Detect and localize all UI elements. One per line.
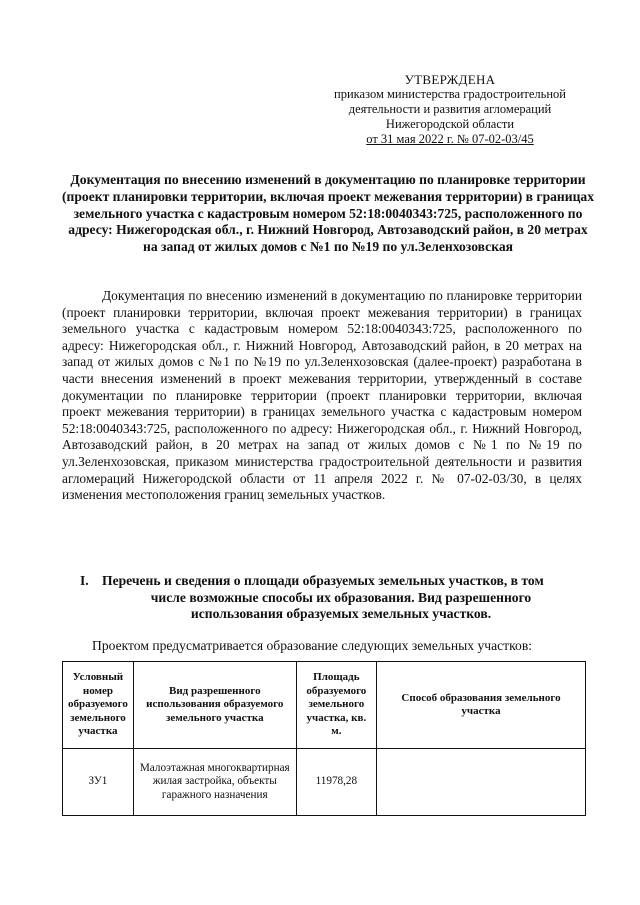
approval-date: от 31 мая 2022 г. № 07-02-03/45 [366,132,534,146]
body-paragraph: Документация по внесению изменений в документацию по планировке территории (проект планировки территории, включая проект межевания территории) в границах земельного участка с кадастровым номером 52:18:0040343:725, расположенного по адресу: Нижегородская обл., г. Нижний Новгород, Автозаводский район, в 20 метрах на запад от жилых домов с №1 по №19 по ул.Зеленхозовская (далее-проект) разработана в части внесения изменений в проект межевания территории, утвержденный в составе документации по планировке территории (проект планировки территории, включая проект межевания территории) в границах земельного участка с кадастровым номером 52:18:0040343:725, расположенного по адресу: Нижегородская обл., г. Нижний Новгород, Автозаводский район, в 20 метрах на запад от жилых домов с №1 по №19 по ул.Зеленхозовская, приказом министерства градостроительной деятельности и развития агломераций Нижегородской области от 11 апреля 2022 г. № 07-02-03/30, в целях изменения местоположения границ земельных участков. [62,288,582,503]
intro-text: Проектом предусматривается образование следующих земельных участков: [92,638,533,653]
section-number: I. [80,573,89,588]
cell-formation-method [377,749,586,816]
header-area: Площадь образуемого земельного участка, кв. м. [296,662,376,749]
cell-plot-number: ЗУ1 [63,749,134,816]
section-title-line: использования образуемых земельных участков. [190,606,492,621]
approval-line: приказом министерства градостроительной [334,87,566,101]
approval-block [300,72,600,147]
header-formation-method: Способ образования земельного участка [377,662,586,749]
section-title-line: числе возможные способы их образования. Вид разрешенного [150,589,532,605]
table-row [63,749,586,816]
table-header-row [63,662,586,749]
approval-line: деятельности и развития агломераций [348,102,552,116]
header-plot-number: Условный номер образуемого земельного участка [63,662,134,749]
document-title: Документация по внесению изменений в документацию по планировке территории (проект планировки территории, включая проект межевания территории) в границах земельного участка с кадастровым номером 52:18:0040343:725, расположенного по адресу: Нижегородская обл., г. Нижний Новгород, Автозаводский район, в 20 метрах на запад от жилых домов с №1 по №19 по ул.Зеленхозовская [61,172,595,255]
approval-line: Нижегородской области [385,117,515,131]
cell-permitted-use: Малоэтажная многоквартирная жилая застройка, объекты гаражного назначения [133,749,296,816]
approval-heading: УТВЕРЖДЕНА [404,72,496,87]
section-title-line: Перечень и сведения о площади образуемых земельных участков, в том [102,573,544,588]
land-plots-table [62,661,586,816]
section-heading [80,573,580,623]
header-permitted-use: Вид разрешенного использования образуемого земельного участка [133,662,296,749]
cell-area: 11978,28 [296,749,376,816]
